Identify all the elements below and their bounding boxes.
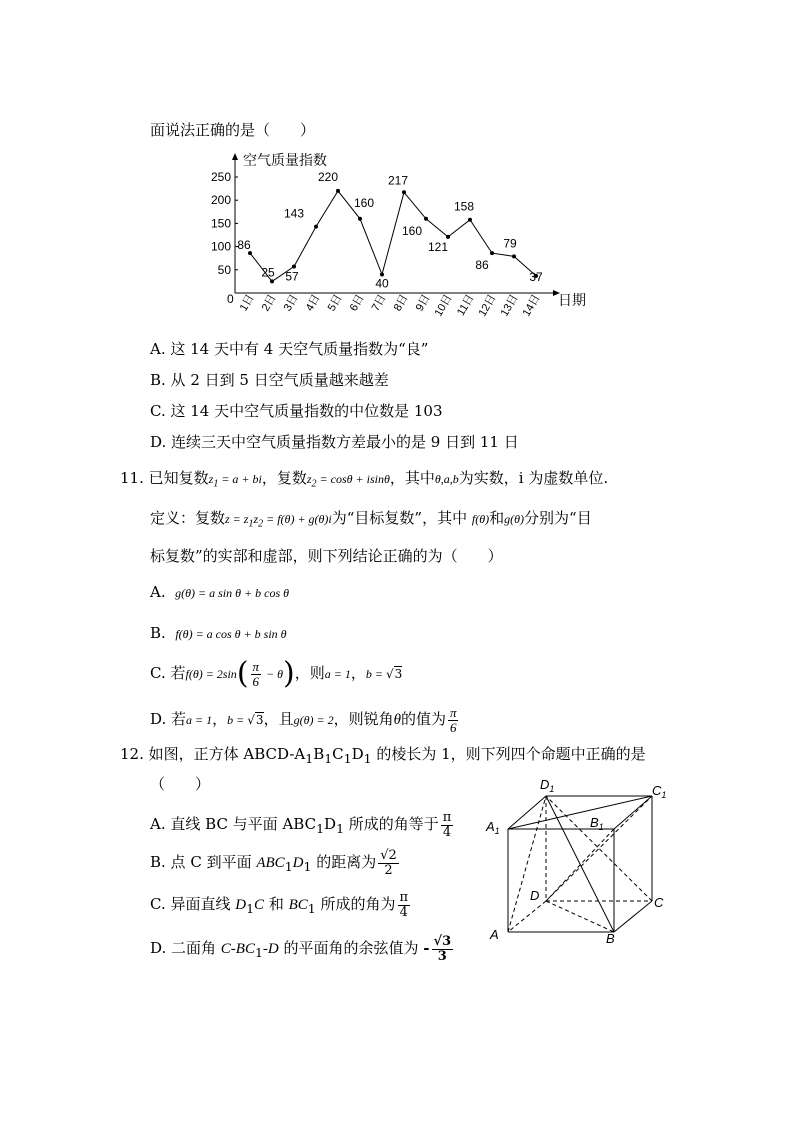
y-tick-label: 150 bbox=[210, 216, 231, 231]
q11-option-b: B. f(θ) = a cos θ + b sin θ bbox=[150, 624, 287, 642]
data-point bbox=[512, 254, 516, 258]
x-tick-label: 4日 bbox=[303, 292, 323, 314]
data-label: 40 bbox=[375, 276, 389, 291]
y-tick-label: 250 bbox=[210, 170, 231, 184]
x-tick-label: 6日 bbox=[347, 292, 367, 314]
data-point bbox=[358, 217, 362, 221]
data-label: 143 bbox=[283, 206, 305, 221]
y-tick-label: 200 bbox=[210, 193, 231, 208]
q10-stem-tail: 面说法正确的是（ ） bbox=[150, 121, 316, 139]
cube-diagram bbox=[480, 775, 680, 945]
x-tick-label: 7日 bbox=[369, 292, 389, 314]
data-label: 160 bbox=[401, 223, 423, 238]
x-tick-label: 8日 bbox=[391, 292, 411, 314]
x-tick-label: 13日 bbox=[498, 292, 521, 319]
x-axis-label: 日期 bbox=[558, 292, 586, 308]
q11-line-3: 标复数”的实部和虚部，则下列结论正确的为（ ） bbox=[150, 547, 503, 565]
x-tick-label: 9日 bbox=[413, 292, 433, 314]
x-tick-label: 5日 bbox=[325, 292, 345, 314]
q11-line-2: 定义：复数$z = z_1z_2 = f(\theta) + g(\theta)i$为“目标复数”，其中 f(θ)和g(θ)分别为“目 bbox=[150, 509, 592, 530]
data-point bbox=[314, 225, 318, 229]
q10-option-d: D. 连续三天中空气质量指数方差最小的是 9 日到 11 日 bbox=[150, 433, 519, 451]
q12-option-c: C. 异面直线 $D_1C$ 和 $BC_1$ 所成的角为 $\frac{\pi}{4}$ bbox=[150, 889, 409, 920]
q10-option-b: B. 从 2 日到 5 日空气质量越来越差 bbox=[150, 371, 389, 389]
x-tick-label: 10日 bbox=[432, 292, 455, 319]
label-B: B bbox=[606, 931, 615, 945]
origin-label: 0 bbox=[227, 292, 234, 306]
data-label: 160 bbox=[353, 195, 375, 210]
data-label: 57 bbox=[285, 269, 299, 284]
x-tick-label: 12日 bbox=[476, 292, 499, 319]
label-D1: $D_1$ bbox=[540, 777, 555, 794]
x-tick-label: 3日 bbox=[281, 292, 301, 314]
data-point bbox=[424, 217, 428, 221]
data-point bbox=[402, 190, 406, 194]
data-label: 25 bbox=[261, 265, 275, 280]
label-D: D bbox=[530, 888, 540, 903]
x-tick-label: 11日 bbox=[454, 292, 477, 318]
data-label: 79 bbox=[503, 236, 517, 251]
data-point bbox=[270, 279, 274, 283]
data-label: 220 bbox=[317, 169, 339, 184]
y-tick-label: 100 bbox=[210, 239, 231, 254]
data-point bbox=[292, 265, 296, 269]
q11-option-c: C. 若f(θ) = 2sin( $\frac{\pi}{6}$ − θ)，则a = 1，b = √3 bbox=[150, 656, 403, 691]
data-point bbox=[468, 218, 472, 222]
air-quality-line-chart bbox=[200, 145, 600, 325]
q11-option-d: D. 若a = 1，b = √3，且g(θ) = 2，则锐角θ的值为 $\frac{\pi}{6}$ bbox=[150, 704, 457, 735]
x-tick-label: 14日 bbox=[520, 292, 543, 319]
data-label: 158 bbox=[453, 199, 475, 214]
label-A: A bbox=[490, 927, 499, 942]
label-A1: $A_1$ bbox=[486, 819, 500, 836]
q12-option-a: A. 直线 BC 与平面 $ABC_1D_1$ 所成的角等于 $\frac{\pi}{4}$ bbox=[150, 809, 452, 840]
q12-line-1: 12. 如图，正方体 ABCD-$A_1B_1C_1D_1$ 的棱长为 1，则下列四个命题中正确的是 bbox=[120, 745, 646, 766]
data-label: 121 bbox=[427, 239, 449, 254]
data-point bbox=[490, 251, 494, 255]
q12-option-d: D. 二面角 $C-BC_1-D$ 的平面角的余弦值为 - $\frac{√3}{3}$ bbox=[150, 933, 452, 964]
q10-option-a: A. 这 14 天中有 4 天空气质量指数为“良” bbox=[150, 340, 429, 358]
label-B1: $B_1$ bbox=[590, 815, 604, 832]
label-C1: $C_1$ bbox=[652, 783, 667, 800]
q11-option-a: A. g(θ) = a sin θ + b cos θ bbox=[150, 583, 290, 601]
q12-option-b: B. 点 C 到平面 $ABC_1D_1$ 的距离为 $\frac{√2}{2}$ bbox=[150, 847, 397, 878]
x-tick-label: 2日 bbox=[259, 292, 279, 314]
q11-line-1: 11. 已知复数$z_1 = a$ + bi，复数$z_2 = \cos\theta + isin\theta$，其中θ,a,b为实数，i 为虚数单位. bbox=[120, 469, 609, 490]
q10-option-c: C. 这 14 天中空气质量指数的中位数是 103 bbox=[150, 402, 443, 420]
data-label: 86 bbox=[237, 238, 251, 253]
x-tick-label: 1日 bbox=[237, 292, 257, 314]
q12-answer-paren: （ ） bbox=[150, 775, 211, 793]
data-label: 217 bbox=[387, 173, 409, 188]
data-point bbox=[336, 189, 340, 193]
label-C: C bbox=[654, 895, 664, 910]
chart-title: 空气质量指数 bbox=[243, 152, 327, 168]
data-point bbox=[446, 235, 450, 239]
data-label: 37 bbox=[529, 269, 543, 284]
data-label: 86 bbox=[475, 258, 489, 273]
y-axis-arrow bbox=[232, 153, 238, 160]
y-tick-label: 50 bbox=[217, 262, 231, 277]
